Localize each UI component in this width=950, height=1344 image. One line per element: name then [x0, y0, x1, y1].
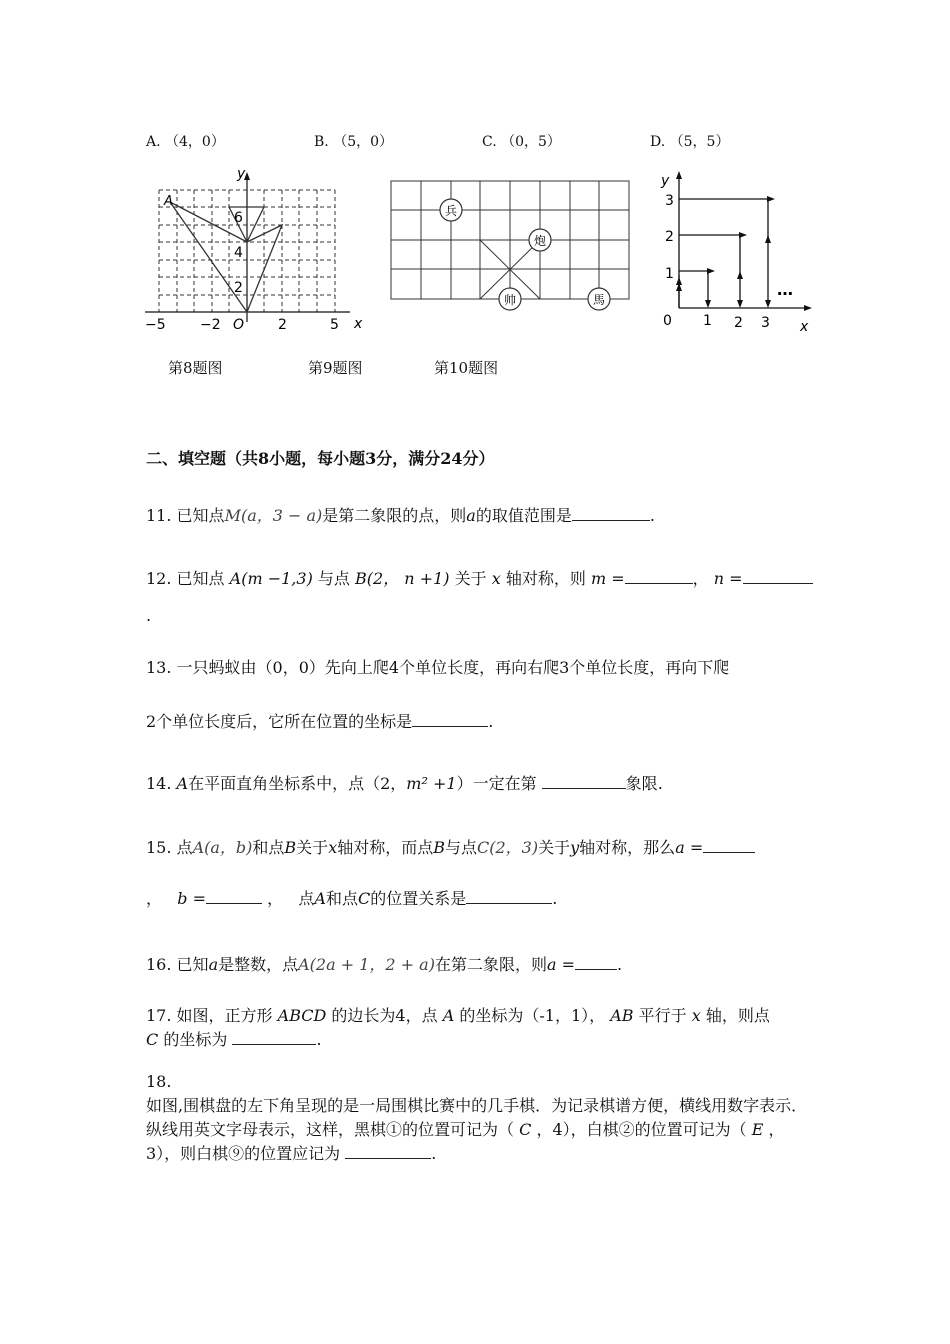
q18-num: 18.: [146, 1072, 172, 1091]
q17-line1c: 的坐标为（-1，1），: [459, 1006, 606, 1025]
q15-text10: 的位置关系是: [370, 889, 467, 908]
figure-8: [140, 162, 370, 337]
q17-end: .: [316, 1030, 322, 1049]
question-16: [146, 952, 622, 975]
option-c: C. （0，5）: [482, 134, 561, 150]
q15-v1: B: [284, 838, 297, 857]
q15-text1: 点: [176, 838, 193, 857]
caption-fig8: 第8题图: [168, 359, 223, 377]
piece-shuai: 帅: [503, 293, 517, 307]
q17-line1e: 轴，则点: [705, 1006, 770, 1025]
fig10-xtick: 1: [703, 313, 712, 329]
q15-text5: 与点: [445, 838, 478, 857]
fig10-x-label: x: [800, 319, 809, 335]
q11-text1: 已知点: [176, 506, 225, 525]
q15-text9: 和点: [325, 889, 358, 908]
q15-b-eq: b =: [177, 889, 207, 908]
fig8-xtick: −5: [145, 317, 166, 333]
q14-end: .: [657, 774, 663, 793]
q17-ab: AB: [610, 1006, 634, 1025]
q14-num: 14.: [146, 774, 172, 793]
piece-ma: 馬: [592, 293, 606, 307]
q12-text1: 已知点: [176, 569, 225, 588]
q15-num: 15.: [146, 838, 172, 857]
q15-v2: x: [328, 838, 338, 857]
option-b: B. （5，0）: [314, 134, 394, 150]
question-14: [146, 771, 663, 794]
fig10-ytick: 2: [665, 229, 674, 245]
q12-text2: 与点: [317, 569, 350, 588]
q17-sq: ABCD: [277, 1006, 327, 1025]
question-12: [146, 566, 813, 589]
question-18: [146, 1070, 818, 1166]
q16-text3: 在第二象限，则: [434, 955, 547, 974]
q14-text1: 在平面直角坐标系中，点（2，: [188, 774, 407, 793]
q12-m-eq: m =: [590, 569, 625, 588]
fig10-xtick: 2: [734, 315, 743, 331]
q15-text3: 关于: [296, 838, 329, 857]
q14-math: m² +1: [406, 774, 457, 793]
q18-text2: ，4），白棋②的位置可记为（: [536, 1120, 747, 1139]
q12-blank-n[interactable]: [743, 569, 813, 584]
fig8-ytick: 2: [234, 280, 243, 296]
q12-text3: 关于: [454, 569, 487, 588]
fig10-ellipsis: …: [777, 280, 793, 299]
q12-math2: B(2， n +1): [355, 569, 450, 588]
fig8-x-label: x: [354, 316, 363, 332]
q12-n-eq: n =: [713, 569, 743, 588]
q17-vx: x: [691, 1006, 701, 1025]
question-11: [146, 503, 655, 526]
figure-10: [655, 165, 815, 340]
q18-text1: 如图,围棋盘的左下角呈现的是一局围棋比赛中的几手棋．为记录棋谱方便，横线用数字表示．纵线用英文字母表示，这样，黑棋①的位置可记为（: [146, 1096, 808, 1139]
question-15-line2: [146, 886, 557, 909]
q13-line2: 2个单位长度后，它所在位置的坐标是: [146, 712, 413, 731]
fig8-origin: O: [233, 317, 245, 333]
q12-num: 12.: [146, 569, 172, 588]
q11-blank[interactable]: [572, 506, 650, 521]
fig8-xtick: −2: [200, 317, 221, 333]
piece-pao: 炮: [533, 234, 547, 248]
fig8-ytick: 6: [234, 210, 243, 226]
option-d: D. （5，5）: [650, 134, 730, 150]
fig10-xtick: 3: [761, 315, 770, 331]
q17-pc: C: [146, 1030, 159, 1049]
q12-math1: A(m −1,3): [229, 569, 313, 588]
q13-blank[interactable]: [412, 712, 488, 727]
q15-math1: A(a，b): [192, 838, 253, 857]
caption-fig10: 第10题图: [434, 359, 499, 377]
option-a: A. （4，0）: [146, 134, 225, 150]
q11-num: 11.: [146, 506, 172, 525]
q15-blank-rel[interactable]: [466, 889, 552, 904]
caption-fig9: 第9题图: [308, 359, 363, 377]
q15-text8: 点: [298, 889, 315, 908]
q14-blank[interactable]: [542, 774, 626, 789]
q14-text3: 象限: [625, 774, 658, 793]
piece-bing: 兵: [444, 204, 458, 218]
q15-math2: C(2，3): [477, 838, 539, 857]
q16-math: A(2a + 1，2 + a): [298, 955, 435, 974]
figure-9: [385, 175, 635, 315]
q15-a-eq: a =: [675, 838, 704, 857]
q15-blank-a[interactable]: [703, 838, 755, 853]
q17-blank[interactable]: [232, 1030, 316, 1045]
fig8-ytick: 4: [234, 245, 243, 261]
q12-sep: ，: [692, 569, 709, 588]
q12-end: .: [146, 606, 152, 625]
question-13-line2: [146, 709, 493, 732]
q15-end: .: [552, 889, 558, 908]
q11-text3: 的取值范围是: [475, 506, 572, 525]
q11-text2: 是第二象限的点，则: [322, 506, 467, 525]
q18-e: E: [751, 1120, 764, 1139]
q17-pa: A: [442, 1006, 455, 1025]
q15-comma2: ，: [267, 889, 284, 908]
q12-var: x: [491, 569, 501, 588]
fig10-y-label: y: [661, 173, 670, 189]
q18-c: C: [519, 1120, 532, 1139]
q14-text2: ）一定在第: [456, 774, 537, 793]
section-title: 二、填空题（共8小题，每小题3分，满分24分）: [146, 449, 495, 468]
q15-text4: 轴对称，而点: [337, 838, 434, 857]
q16-blank[interactable]: [575, 955, 617, 970]
question-17-line2: [146, 1027, 322, 1050]
q15-comma: ，: [146, 889, 163, 908]
q11-end: .: [649, 506, 655, 525]
q17-line1a: 17. 如图，正方形: [146, 1006, 273, 1025]
q15-v5: A: [314, 889, 326, 908]
q13-line1: 13. 一只蚂蚁由（0，0）先向上爬4个单位长度，再向右爬3个单位长度，再向下爬: [146, 658, 730, 677]
q16-text2: 是整数，点: [218, 955, 299, 974]
q16-var: a: [208, 955, 219, 974]
q16-a-eq: a =: [546, 955, 575, 974]
q13-end: .: [488, 712, 494, 731]
fig10-ytick: 1: [665, 266, 674, 282]
fig8-point-a: A: [164, 194, 173, 209]
fig10-origin: 0: [663, 313, 672, 329]
fig8-xtick: 5: [330, 317, 339, 333]
fig10-ytick: 3: [665, 193, 674, 209]
q18-end: .: [431, 1144, 437, 1163]
q18-text3: ，3），则白棋⑨的位置应记为: [146, 1120, 785, 1163]
q11-math: M(a，3 − a): [224, 506, 323, 525]
question-15: [146, 835, 755, 858]
q18-blank[interactable]: [345, 1144, 431, 1159]
q17-line1d: 平行于: [638, 1006, 687, 1025]
q15-v4: y: [570, 838, 580, 857]
q11-var: a: [466, 506, 476, 525]
q15-v3: B: [433, 838, 445, 857]
q12-text4: 轴对称，则: [505, 569, 586, 588]
q16-text1: 已知: [176, 955, 209, 974]
q16-end: .: [617, 955, 623, 974]
q15-v6: C: [357, 889, 371, 908]
q12-blank-m[interactable]: [625, 569, 693, 584]
q17-line2: 的坐标为: [163, 1030, 228, 1049]
fig8-xtick: 2: [278, 317, 287, 333]
q15-blank-b[interactable]: [206, 889, 262, 904]
q15-text2: 和点: [252, 838, 285, 857]
question-17-line1: [146, 1003, 770, 1026]
q15-text6: 关于: [538, 838, 571, 857]
q14-var: A: [176, 774, 189, 793]
q15-text7: 轴对称，那么: [579, 838, 676, 857]
q16-num: 16.: [146, 955, 172, 974]
fig8-y-label: y: [237, 166, 246, 182]
q17-line1b: 的边长为4，点: [331, 1006, 438, 1025]
